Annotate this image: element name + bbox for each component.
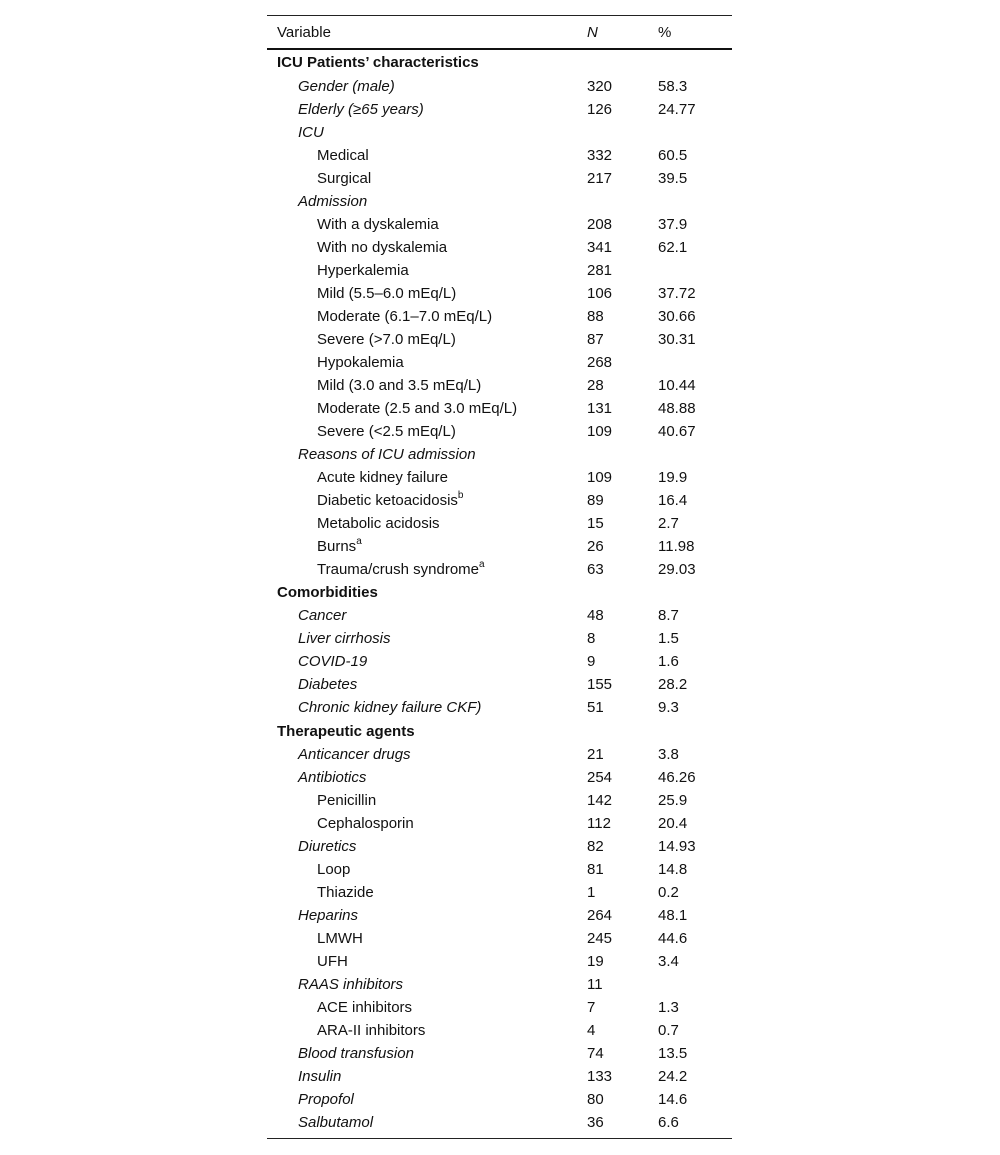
cell-variable <box>267 101 587 118</box>
cell-variable <box>267 723 587 740</box>
cell-n: 87 <box>587 330 604 348</box>
table-row <box>267 121 732 144</box>
variable-text: Diuretics <box>298 838 357 856</box>
table-row <box>267 1111 732 1134</box>
cell-percent: 6.6 <box>658 1114 679 1132</box>
table-row <box>267 1042 732 1065</box>
cell-percent: 3.8 <box>658 746 679 764</box>
section-header-row <box>267 581 732 605</box>
cell-n: 109 <box>587 422 613 440</box>
cell-variable <box>267 1068 587 1085</box>
cell-percent: 40.67 <box>658 422 696 440</box>
cell-n: 112 <box>587 815 611 833</box>
cell-percent: 48.1 <box>658 907 688 925</box>
variable-text: Acute kidney failure <box>317 468 448 486</box>
variable-text: Hyperkalemia <box>317 261 409 279</box>
cell-n: 88 <box>587 307 604 325</box>
table-row <box>267 904 732 927</box>
cell-n: 133 <box>587 1068 613 1086</box>
variable-text: Surgical <box>317 169 372 187</box>
cell-n: 28 <box>587 376 604 394</box>
table-row <box>267 167 732 190</box>
variable-text: Severe (<2.5 mEq/L) <box>317 422 456 440</box>
variable-text: Mild (3.0 and 3.5 mEq/L) <box>317 376 482 394</box>
cell-variable <box>267 354 587 371</box>
cell-variable <box>267 78 587 95</box>
cell-percent: 14.6 <box>658 1091 688 1109</box>
cell-n: 36 <box>587 1114 604 1132</box>
cell-n: 9 <box>587 653 596 671</box>
cell-percent: 48.88 <box>658 399 696 417</box>
cell-variable <box>267 193 587 210</box>
table-row <box>267 858 732 881</box>
cell-percent: 30.31 <box>658 330 696 348</box>
cell-variable <box>267 446 587 463</box>
table-header <box>267 16 732 50</box>
variable-text: UFH <box>317 953 348 971</box>
cell-variable <box>267 999 587 1016</box>
variable-text: LMWH <box>317 930 363 948</box>
cell-percent: 30.66 <box>658 307 696 325</box>
cell-percent: 46.26 <box>658 769 696 787</box>
variable-text: Metabolic acidosis <box>317 514 440 532</box>
variable-text: Insulin <box>298 1068 342 1086</box>
table-row <box>267 604 732 627</box>
cell-variable <box>267 469 587 486</box>
table-row <box>267 282 732 305</box>
cell-variable <box>267 170 587 187</box>
cell-percent: 14.8 <box>658 861 688 879</box>
table-row <box>267 1088 732 1111</box>
cell-percent: 58.3 <box>658 77 688 95</box>
cell-n: 21 <box>587 746 604 764</box>
table-row <box>267 374 732 397</box>
table-row <box>267 420 732 443</box>
variable-text: Propofol <box>298 1091 354 1109</box>
variable-text: Cancer <box>298 607 347 625</box>
variable-text: Severe (>7.0 mEq/L) <box>317 330 456 348</box>
table-row <box>267 1019 732 1042</box>
cell-n: 264 <box>587 907 613 925</box>
variable-text: Liver cirrhosis <box>298 630 391 648</box>
cell-variable <box>267 769 587 786</box>
cell-variable <box>267 239 587 256</box>
table-row <box>267 397 732 420</box>
table-row <box>267 98 732 121</box>
cell-variable <box>267 630 587 647</box>
table-row <box>267 489 732 512</box>
cell-variable <box>267 838 587 855</box>
cell-n: 217 <box>587 169 613 187</box>
header-variable: Variable <box>277 23 331 41</box>
cell-percent: 11.98 <box>658 537 695 555</box>
variable-text: ICU <box>298 123 324 141</box>
variable-text: Trauma/crush syndrome <box>317 561 479 579</box>
cell-n: 26 <box>587 537 604 555</box>
cell-variable <box>267 54 587 71</box>
table-row <box>267 696 732 719</box>
variable-text: With a dyskalemia <box>317 215 439 233</box>
cell-n: 245 <box>587 930 613 948</box>
header-n: N <box>587 23 598 41</box>
cell-n: 155 <box>587 676 613 694</box>
cell-n: 51 <box>587 699 604 717</box>
table-row <box>267 236 732 259</box>
cell-n: 7 <box>587 999 596 1017</box>
variable-text: Gender (male) <box>298 77 395 95</box>
cell-n: 74 <box>587 1045 604 1063</box>
variable-text: Penicillin <box>317 792 377 810</box>
variable-text: Anticancer drugs <box>298 746 411 764</box>
table-row <box>267 743 732 766</box>
cell-variable <box>267 699 587 716</box>
table-row <box>267 673 732 696</box>
table-row <box>267 627 732 650</box>
cell-n: 81 <box>587 861 604 879</box>
cell-n: 89 <box>587 491 604 509</box>
cell-variable <box>267 1091 587 1108</box>
cell-n: 106 <box>587 284 613 302</box>
table-row <box>267 144 732 167</box>
table-row <box>267 766 732 789</box>
cell-n: 1 <box>587 884 596 902</box>
variable-text: Admission <box>298 192 368 210</box>
variable-text: Salbutamol <box>298 1114 374 1132</box>
cell-percent: 14.93 <box>658 838 696 856</box>
variable-text: Moderate (2.5 and 3.0 mEq/L) <box>317 399 518 417</box>
table-row <box>267 558 732 581</box>
cell-percent: 62.1 <box>658 238 688 256</box>
cell-percent: 16.4 <box>658 491 688 509</box>
table-row <box>267 789 732 812</box>
cell-percent: 0.2 <box>658 884 679 902</box>
cell-percent: 39.5 <box>658 169 688 187</box>
cell-percent: 8.7 <box>658 607 679 625</box>
cell-variable <box>267 884 587 901</box>
variable-text: ARA-II inhibitors <box>317 1022 426 1040</box>
cell-variable <box>267 907 587 924</box>
cell-percent: 60.5 <box>658 146 688 164</box>
table-row <box>267 950 732 973</box>
table-row <box>267 927 732 950</box>
table-row <box>267 812 732 835</box>
cell-variable <box>267 537 587 555</box>
cell-n: 80 <box>587 1091 604 1109</box>
table-row <box>267 650 732 673</box>
variable-text: Antibiotics <box>298 769 367 787</box>
table-row <box>267 835 732 858</box>
cell-variable <box>267 953 587 970</box>
variable-text: ACE inhibitors <box>317 999 413 1017</box>
cell-variable <box>267 216 587 233</box>
cell-percent: 20.4 <box>658 815 688 833</box>
cell-n: 254 <box>587 769 613 787</box>
cell-variable <box>267 331 587 348</box>
cell-n: 341 <box>587 238 613 256</box>
cell-variable <box>267 676 587 693</box>
table-body <box>267 51 732 1134</box>
variable-text: Heparins <box>298 907 359 925</box>
cell-percent: 10.44 <box>658 376 696 394</box>
table-row <box>267 259 732 282</box>
table-row <box>267 443 732 466</box>
cell-variable <box>267 930 587 947</box>
data-table <box>267 15 732 1139</box>
table-row <box>267 305 732 328</box>
cell-variable <box>267 147 587 164</box>
cell-variable <box>267 653 587 670</box>
cell-percent: 13.5 <box>658 1045 688 1063</box>
header-percent: % <box>658 23 672 41</box>
cell-n: 63 <box>587 560 604 578</box>
cell-percent: 1.6 <box>658 653 679 671</box>
cell-n: 4 <box>587 1022 596 1040</box>
cell-n: 126 <box>587 100 613 118</box>
variable-text: Diabetes <box>298 676 358 694</box>
cell-percent: 2.7 <box>658 514 679 532</box>
table-row <box>267 213 732 236</box>
cell-variable <box>267 308 587 325</box>
cell-n: 281 <box>587 261 613 279</box>
section-header-row <box>267 51 732 75</box>
variable-text: Chronic kidney failure CKF) <box>298 699 482 717</box>
cell-variable <box>267 377 587 394</box>
variable-text: Hypokalemia <box>317 353 404 371</box>
variable-text: Thiazide <box>317 884 374 902</box>
cell-variable <box>267 262 587 279</box>
cell-percent: 29.03 <box>658 560 696 578</box>
cell-percent: 24.77 <box>658 100 696 118</box>
cell-n: 109 <box>587 468 613 486</box>
cell-variable <box>267 607 587 624</box>
variable-text: Diabetic ketoacidosis <box>317 492 458 510</box>
table-row <box>267 973 732 996</box>
footnote-marker: a <box>356 536 362 548</box>
cell-variable <box>267 560 587 578</box>
cell-n: 332 <box>587 146 613 164</box>
variable-text: Elderly (≥65 years) <box>298 100 424 118</box>
cell-variable <box>267 861 587 878</box>
cell-n: 8 <box>587 630 596 648</box>
cell-percent: 1.3 <box>658 999 679 1017</box>
cell-variable <box>267 1114 587 1131</box>
cell-variable <box>267 584 587 601</box>
cell-variable <box>267 515 587 532</box>
table-row <box>267 996 732 1019</box>
cell-percent: 1.5 <box>658 630 679 648</box>
cell-variable <box>267 815 587 832</box>
table-row <box>267 535 732 558</box>
cell-n: 11 <box>587 976 603 994</box>
cell-variable <box>267 285 587 302</box>
cell-percent: 3.4 <box>658 953 679 971</box>
footnote-marker: b <box>457 490 464 502</box>
variable-text: Medical <box>317 146 369 164</box>
cell-n: 142 <box>587 792 613 810</box>
variable-text: Loop <box>317 861 351 879</box>
variable-text: Burns <box>317 538 357 556</box>
variable-text: ICU Patients’ characteristics <box>277 54 479 72</box>
cell-percent: 28.2 <box>658 676 688 694</box>
table-row <box>267 351 732 374</box>
table-row <box>267 512 732 535</box>
cell-percent: 44.6 <box>658 930 688 948</box>
cell-variable <box>267 976 587 993</box>
variable-text: Blood transfusion <box>298 1045 414 1063</box>
cell-variable <box>267 491 587 509</box>
cell-variable <box>267 400 587 417</box>
cell-variable <box>267 124 587 141</box>
footnote-marker: a <box>479 559 485 571</box>
cell-variable <box>267 792 587 809</box>
cell-variable <box>267 1022 587 1039</box>
variable-text: Therapeutic agents <box>277 722 415 740</box>
cell-n: 268 <box>587 353 613 371</box>
table-row <box>267 328 732 351</box>
cell-n: 208 <box>587 215 613 233</box>
variable-text: Comorbidities <box>277 584 378 602</box>
variable-text: With no dyskalemia <box>317 238 448 256</box>
cell-variable <box>267 423 587 440</box>
table-row <box>267 190 732 213</box>
table-row <box>267 466 732 489</box>
cell-n: 19 <box>587 953 604 971</box>
variable-text: Cephalosporin <box>317 815 414 833</box>
cell-variable <box>267 1045 587 1062</box>
cell-percent: 24.2 <box>658 1068 688 1086</box>
cell-percent: 0.7 <box>658 1022 679 1040</box>
variable-text: Mild (5.5–6.0 mEq/L) <box>317 284 457 302</box>
cell-variable <box>267 746 587 763</box>
cell-percent: 25.9 <box>658 792 688 810</box>
section-header-row <box>267 719 732 743</box>
cell-percent: 9.3 <box>658 699 679 717</box>
cell-n: 320 <box>587 77 613 95</box>
table-row <box>267 75 732 98</box>
variable-text: COVID-19 <box>298 653 368 671</box>
cell-percent: 19.9 <box>658 468 688 486</box>
cell-n: 15 <box>587 514 604 532</box>
variable-text: Moderate (6.1–7.0 mEq/L) <box>317 307 493 325</box>
cell-percent: 37.9 <box>658 215 688 233</box>
cell-n: 48 <box>587 607 604 625</box>
cell-n: 82 <box>587 838 604 856</box>
bottom-rule <box>267 1138 732 1139</box>
table-row <box>267 1065 732 1088</box>
cell-n: 131 <box>587 399 613 417</box>
table-row <box>267 881 732 904</box>
cell-percent: 37.72 <box>658 284 696 302</box>
variable-text: RAAS inhibitors <box>298 976 404 994</box>
variable-text: Reasons of ICU admission <box>298 445 476 463</box>
